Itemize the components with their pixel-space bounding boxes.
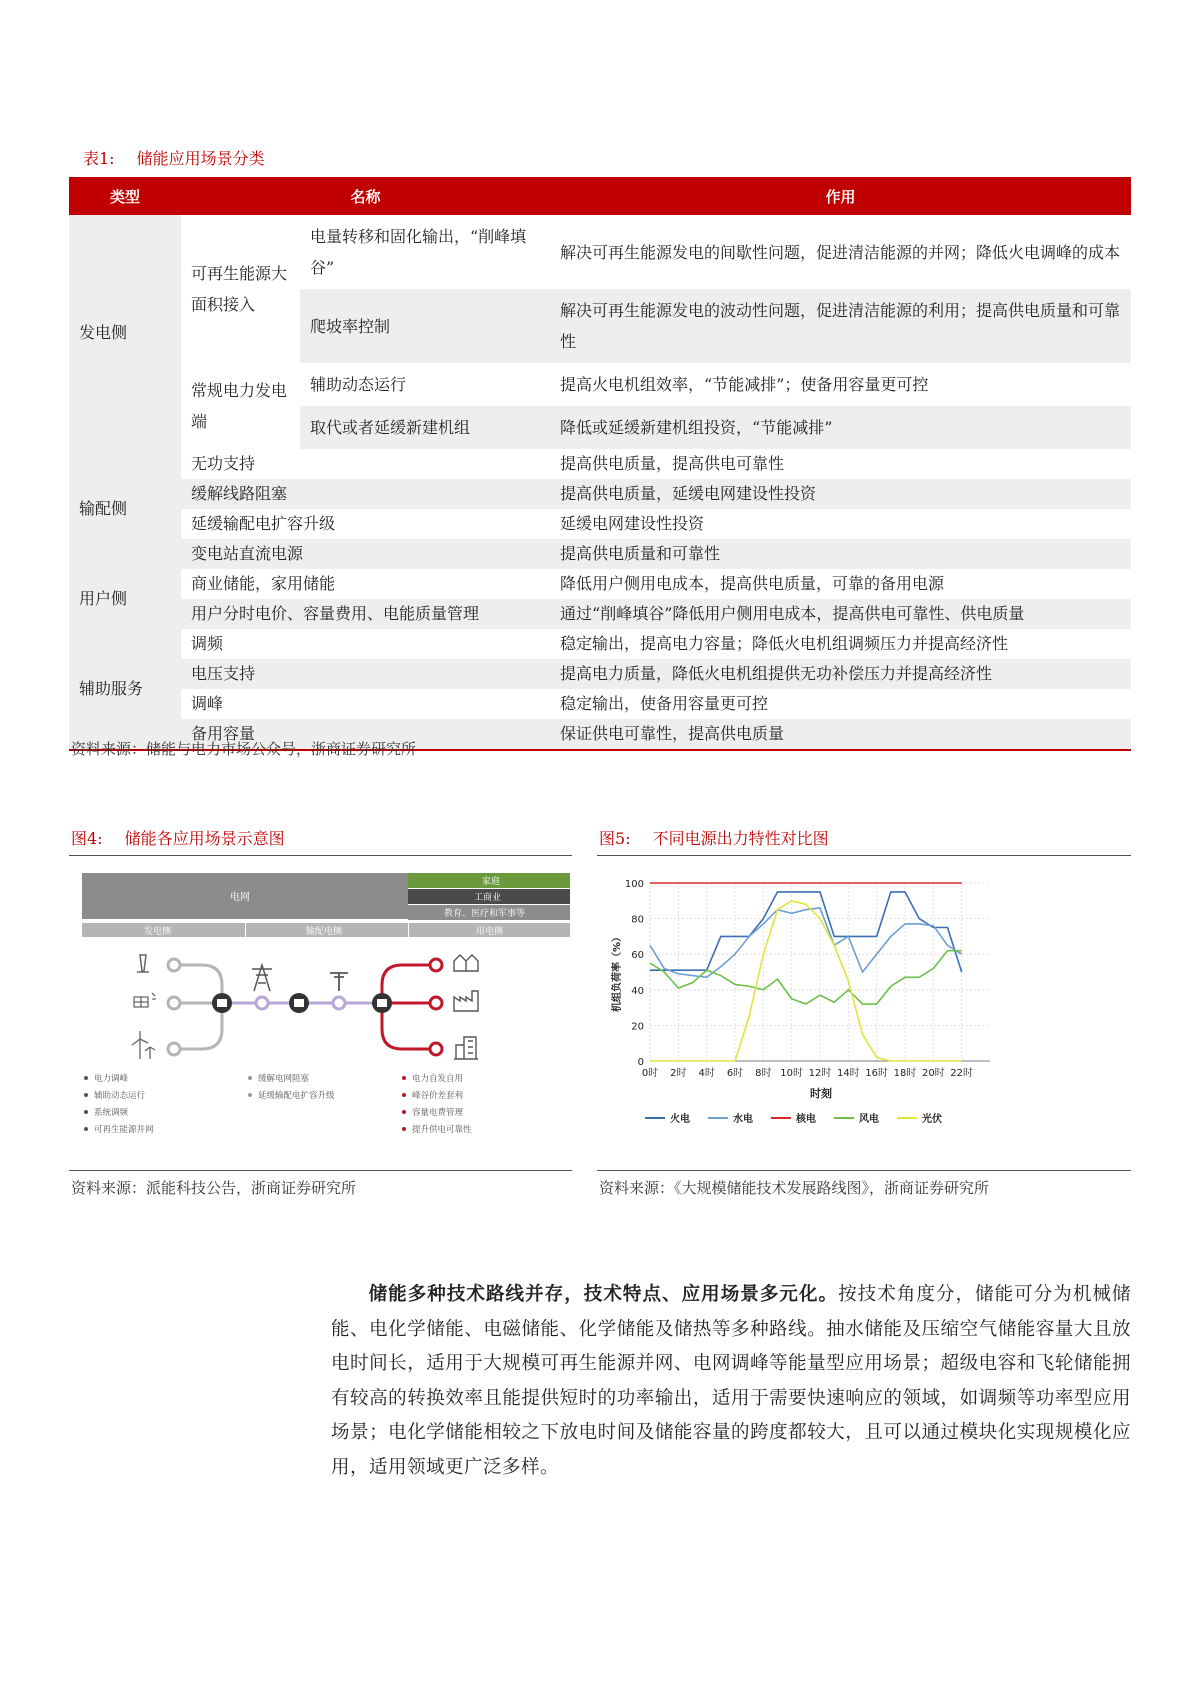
wind-turbine-icon [132, 1031, 155, 1059]
bullet-text: 电力调峰 [94, 1074, 129, 1084]
table-row [69, 599, 1131, 629]
grid-label: 电网 [230, 892, 250, 903]
table-row [69, 509, 1131, 539]
table-row [69, 479, 1131, 509]
header-effect: 作用 [550, 177, 1131, 215]
effect-cell: 稳定输出，使备用容量更可控 [560, 694, 769, 713]
fig5-caption-number: 图5: [599, 829, 631, 848]
x-tick-label: 0时 [641, 1068, 659, 1079]
fig4-bottom-rule [69, 1170, 572, 1171]
bullet-text: 可再生能源并网 [94, 1125, 154, 1135]
legend-label: 风电 [859, 1114, 879, 1125]
name-cell: 无功支持 [191, 454, 256, 473]
name-cell: 调峰 [191, 694, 224, 713]
table1-caption-title: 储能应用场景分类 [136, 149, 265, 168]
chart-xlabel: 时刻 [810, 1087, 832, 1100]
solar-panel-icon [134, 993, 156, 1007]
name-cell: 备用容量 [181, 719, 550, 750]
y-tick-label: 60 [631, 950, 644, 962]
effect-cell: 通过“削峰填谷”降低用户侧用电成本，提高供电可靠性、供电质量 [550, 599, 1131, 629]
user-box-home-label: 家庭 [482, 877, 501, 887]
x-tick-label: 12时 [808, 1068, 832, 1079]
fig4-caption [71, 826, 285, 849]
header-name: 名称 [181, 177, 550, 215]
name-cell: 电量转移和固化输出，“削峰填谷” [310, 227, 527, 277]
house-icon [454, 955, 478, 971]
x-tick-label: 22时 [950, 1068, 974, 1079]
effect-cell: 降低或延缓新建机组投资，“节能减排” [550, 406, 1131, 449]
effect-cell: 保证供电可靠性，提高供电质量 [550, 719, 1131, 750]
battery-cell [217, 999, 227, 1007]
name-cell: 缓解线路阻塞 [181, 479, 550, 509]
fig5-caption [599, 826, 829, 849]
table-row [69, 659, 1131, 689]
effect-cell: 提高供电质量，延缓电网建设性投资 [550, 479, 1131, 509]
name-cell: 电压支持 [181, 659, 550, 689]
substation-icon [330, 973, 348, 991]
table-row [69, 689, 1131, 719]
series-line-风电 [650, 951, 962, 1004]
fig4-source: 资料来源：派能科技公告，浙商证券研究所 [71, 1179, 357, 1197]
table1-source: 资料来源：储能与电力市场公众号，浙商证券研究所 [71, 740, 417, 758]
x-tick-label: 20时 [921, 1068, 945, 1079]
effect-cell: 降低用户侧用电成本，提高供电质量，可靠的备用电源 [560, 574, 945, 593]
table-header-row [69, 177, 1131, 215]
bullet-text: 辅助动态运行 [94, 1091, 146, 1101]
thermal-plant-icon [137, 955, 149, 972]
section-user-label: 用电侧 [476, 927, 504, 937]
x-tick-label: 4时 [698, 1068, 715, 1079]
chart-legend [645, 1112, 942, 1125]
bullet-text: 容量电费管理 [412, 1108, 464, 1118]
section-generation-label: 发电侧 [144, 927, 172, 937]
user-box-public-label: 教育、医疗和军事等 [444, 909, 526, 919]
fig5-top-rule [597, 855, 1131, 856]
body-paragraph [331, 1278, 1131, 1485]
td-node [256, 997, 268, 1009]
effect-cell: 提高火电机组效率，“节能减排”；使备用容量更可控 [560, 375, 929, 394]
x-tick-label: 14时 [836, 1068, 860, 1079]
chart-series [650, 883, 962, 1061]
storage-scenario-diagram [82, 873, 570, 1165]
effect-cell: 稳定输出，提高电力容量；降低火电机组调频压力并提高经济性 [560, 634, 1009, 653]
output-characteristics-chart [610, 872, 1126, 1174]
series-line-光伏 [650, 901, 962, 1061]
category-cell: 用户侧 [69, 569, 181, 629]
subcategory-cell: 可再生能源大面积接入 [191, 264, 288, 314]
building-icon [454, 1037, 478, 1059]
generation-bullets [84, 1073, 154, 1135]
bullet-text: 系统调频 [94, 1108, 129, 1118]
effect-cell: 提高电力质量，降低火电机组提供无功补偿压力并提高经济性 [550, 659, 1131, 689]
table-row [69, 539, 1131, 569]
name-cell: 商业储能，家用储能 [191, 574, 336, 593]
table-row [69, 215, 1131, 289]
name-cell: 爬坡率控制 [300, 289, 550, 363]
effect-cell: 提高供电质量和可靠性 [550, 539, 1131, 569]
fig4-caption-title: 储能各应用场景示意图 [124, 829, 285, 848]
x-tick-label: 6时 [726, 1068, 744, 1079]
effect-cell: 解决可再生能源发电的波动性问题，促进清洁能源的利用；提高供电质量和可靠性 [550, 289, 1131, 363]
gen-node [168, 1043, 180, 1055]
bullet-text: 提升供电可靠性 [412, 1125, 472, 1135]
fig4-caption-number: 图4: [71, 829, 103, 848]
battery-cell [377, 999, 387, 1007]
table-row [69, 449, 1131, 479]
bullet-text: 电力自发自用 [412, 1074, 464, 1084]
legend-label: 核电 [796, 1114, 816, 1125]
y-tick-label: 0 [637, 1057, 644, 1068]
gen-node [168, 959, 180, 971]
factory-icon [454, 991, 478, 1011]
bullet-text: 缓解电网阻塞 [258, 1074, 310, 1084]
table1-caption-number: 表1: [83, 149, 115, 168]
name-cell: 辅助动态运行 [310, 375, 407, 394]
subcategory-cell: 常规电力发电端 [191, 381, 288, 431]
effect-cell: 提高供电质量，提高供电可靠性 [560, 454, 785, 473]
section-td-label: 输配电侧 [306, 927, 343, 937]
table-row [69, 569, 1131, 599]
table-row [69, 629, 1131, 659]
user-box-commercial-label: 工商业 [474, 893, 502, 903]
x-tick-label: 2时 [670, 1068, 687, 1079]
gen-node [168, 997, 180, 1009]
user-node [430, 1043, 442, 1055]
legend-label: 光伏 [922, 1114, 942, 1125]
x-tick-label: 10时 [780, 1068, 804, 1079]
name-cell: 取代或者延缓新建机组 [300, 406, 550, 449]
fig5-source: 资料来源：《大规模储能技术发展路线图》，浙商证券研究所 [599, 1179, 990, 1197]
category-cell: 辅助服务 [69, 629, 181, 750]
effect-cell: 延缓电网建设性投资 [560, 514, 705, 533]
y-tick-label: 80 [631, 914, 644, 926]
battery-cell [294, 999, 304, 1007]
transmission-tower-icon [252, 965, 272, 991]
name-cell: 调频 [191, 634, 224, 653]
table1-caption [83, 146, 265, 169]
category-cell: 发电侧 [69, 215, 181, 449]
category-cell: 输配侧 [69, 449, 181, 569]
y-tick-label: 100 [624, 879, 644, 890]
user-node [430, 959, 442, 971]
paragraph-lead: 储能多种技术路线并存，技术特点、应用场景多元化。 [368, 1284, 839, 1305]
fig4-top-rule [69, 855, 572, 856]
effect-cell: 解决可再生能源发电的间歇性问题，促进清洁能源的并网；降低火电调峰的成本 [560, 242, 1121, 262]
legend-label: 火电 [670, 1114, 690, 1125]
name-cell: 用户分时电价、容量费用、电能质量管理 [181, 599, 550, 629]
chart-tick-labels [625, 879, 973, 1079]
user-node [430, 997, 442, 1009]
x-tick-label: 18时 [893, 1068, 917, 1079]
bullet-text: 峰谷价差套利 [412, 1091, 464, 1101]
user-bullets [402, 1073, 472, 1135]
td-bullets [248, 1073, 335, 1101]
legend-label: 水电 [733, 1114, 753, 1125]
x-tick-label: 8时 [755, 1068, 772, 1079]
name-cell: 延缓输配电扩容升级 [191, 514, 336, 533]
y-tick-label: 40 [631, 985, 644, 997]
paragraph-body: 按技术角度分，储能可分为机械储能、电化学储能、电磁储能、化学储能及储热等多种路线。抽水储能及压缩空气储能容量大且放电时间长，适用于大规模可再生能源并网、电网调峰等能量型应用场景；超级电容和飞轮储能拥有较高的转换效率且能提供短时的功率输出，适用于需要快速响应的领域，如调频等功率型应用场景；电化学储能相较之下放电时间及储能容量的跨度都较大，且可以通过模块化实现规模化应用，适用领域更广泛多样。 [331, 1284, 1131, 1478]
td-node [333, 997, 345, 1009]
bullet-text: 延缓输配电扩容升级 [258, 1091, 335, 1101]
fig5-caption-title: 不同电源出力特性对比图 [652, 829, 829, 848]
name-cell: 变电站直流电源 [181, 539, 550, 569]
chart-ylabel: 机组负荷率（%） [612, 931, 623, 1012]
header-type: 类型 [69, 177, 181, 215]
scenario-table [69, 177, 1131, 751]
table-row [69, 363, 1131, 406]
y-tick-label: 20 [631, 1021, 644, 1033]
x-tick-label: 16时 [865, 1068, 889, 1079]
